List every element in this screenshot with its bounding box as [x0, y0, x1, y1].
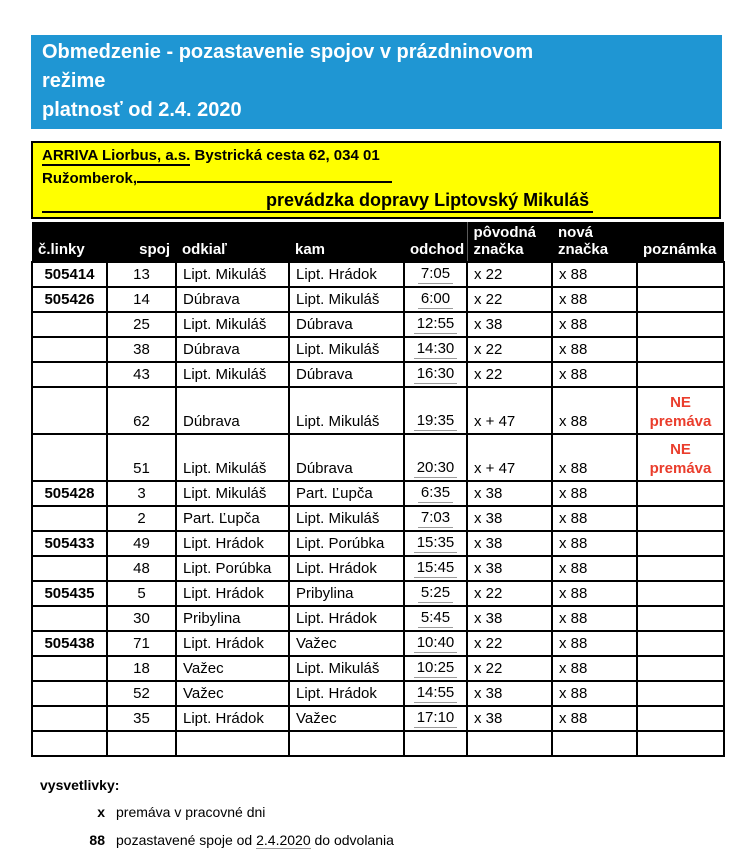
cell-departure: [404, 731, 467, 756]
header-new-mark: nová značka: [552, 222, 637, 262]
cell-from: Lipt. Hrádok: [176, 581, 289, 606]
cell-original-mark: x 38: [467, 606, 552, 631]
cell-note: [637, 506, 724, 531]
cell-note: [637, 556, 724, 581]
cell-note: [637, 731, 724, 756]
departure-time: 16:30: [414, 364, 458, 384]
cell-original-mark: x 22: [467, 287, 552, 312]
cell-trip: 35: [107, 706, 176, 731]
cell-departure: [404, 506, 467, 531]
cell-note: [637, 362, 724, 387]
cell-to: Dúbrava: [289, 312, 404, 337]
cell-trip: 48: [107, 556, 176, 581]
table-row: [32, 387, 724, 434]
cell-new-mark: x 88: [552, 287, 637, 312]
legend-title: vysvetlivky:: [40, 777, 120, 793]
table-row: [32, 606, 724, 631]
departure-time: 6:00: [418, 289, 453, 309]
departure-time: 20:30: [414, 458, 458, 478]
cell-new-mark: x 88: [552, 681, 637, 706]
cell-to: [289, 731, 404, 756]
cell-line-number: [32, 706, 107, 731]
cell-original-mark: x 22: [467, 581, 552, 606]
cell-original-mark: x 38: [467, 681, 552, 706]
title-line-3: platnosť od 2.4. 2020: [42, 99, 242, 121]
cell-trip: 52: [107, 681, 176, 706]
cell-departure: [404, 656, 467, 681]
departure-time: 10:25: [414, 658, 458, 678]
departure-time: 5:25: [418, 583, 453, 603]
cell-note: [637, 581, 724, 606]
cell-to: Lipt. Hrádok: [289, 606, 404, 631]
cell-departure: [404, 606, 467, 631]
cell-departure: [404, 262, 467, 287]
departure-time: 15:45: [414, 558, 458, 578]
cell-line-number: [32, 337, 107, 362]
cell-note: [637, 287, 724, 312]
cell-original-mark: x 22: [467, 656, 552, 681]
cell-from: Lipt. Porúbka: [176, 556, 289, 581]
cell-note: NE premáva: [637, 387, 724, 434]
cell-departure: [404, 434, 467, 481]
cell-trip: 13: [107, 262, 176, 287]
cell-line-number: [32, 731, 107, 756]
cell-trip: 30: [107, 606, 176, 631]
cell-new-mark: x 88: [552, 531, 637, 556]
cell-line-number: 505414: [32, 262, 107, 287]
company-address-line: [42, 145, 710, 166]
cell-note: [637, 481, 724, 506]
cell-line-number: [32, 606, 107, 631]
header-original-mark: pôvodná značka: [467, 222, 552, 262]
cell-to: Pribylina: [289, 581, 404, 606]
cell-new-mark: x 88: [552, 656, 637, 681]
cell-from: Lipt. Hrádok: [176, 631, 289, 656]
cell-trip: 5: [107, 581, 176, 606]
cell-to: Lipt. Hrádok: [289, 556, 404, 581]
legend-item: [40, 804, 750, 821]
cell-original-mark: x + 47: [467, 434, 552, 481]
cell-trip: 38: [107, 337, 176, 362]
cell-from: Važec: [176, 681, 289, 706]
cell-note: [637, 531, 724, 556]
cell-original-mark: x 22: [467, 631, 552, 656]
cell-new-mark: x 88: [552, 631, 637, 656]
cell-departure: [404, 481, 467, 506]
cell-from: Lipt. Mikuláš: [176, 481, 289, 506]
cell-departure: [404, 337, 467, 362]
cell-line-number: [32, 656, 107, 681]
cell-new-mark: x 88: [552, 337, 637, 362]
cell-line-number: [32, 434, 107, 481]
table-row: [32, 287, 724, 312]
cell-from: Važec: [176, 656, 289, 681]
cell-new-mark: x 88: [552, 606, 637, 631]
cell-departure: [404, 556, 467, 581]
departure-time: 12:55: [414, 314, 458, 334]
company-city-line: [42, 166, 710, 189]
cell-trip: 71: [107, 631, 176, 656]
cell-trip: 14: [107, 287, 176, 312]
cell-note: [637, 606, 724, 631]
cell-to: Lipt. Mikuláš: [289, 506, 404, 531]
departure-time: 17:10: [414, 708, 458, 728]
cell-line-number: [32, 387, 107, 434]
cell-to: Lipt. Mikuláš: [289, 656, 404, 681]
departure-time: 14:55: [414, 683, 458, 703]
cell-line-number: 505428: [32, 481, 107, 506]
cell-departure: [404, 362, 467, 387]
table-row: [32, 631, 724, 656]
cell-trip: [107, 731, 176, 756]
cell-new-mark: x 88: [552, 434, 637, 481]
cell-from: Lipt. Mikuláš: [176, 312, 289, 337]
cell-original-mark: x 38: [467, 312, 552, 337]
cell-line-number: 505435: [32, 581, 107, 606]
departure-time: 19:35: [414, 411, 458, 431]
table-row: [32, 706, 724, 731]
cell-trip: 62: [107, 387, 176, 434]
cell-to: Lipt. Hrádok: [289, 681, 404, 706]
cell-line-number: 505438: [32, 631, 107, 656]
table-row: [32, 481, 724, 506]
cell-original-mark: [467, 731, 552, 756]
table-row: [32, 556, 724, 581]
cell-original-mark: x 38: [467, 481, 552, 506]
departure-time: 7:03: [418, 508, 453, 528]
header-note: poznámka: [637, 222, 724, 262]
legend-text: premáva v pracovné dni: [116, 804, 266, 820]
cell-to: Lipt. Mikuláš: [289, 337, 404, 362]
cell-note: [637, 681, 724, 706]
departure-time: 5:45: [418, 608, 453, 628]
cell-to: Lipt. Mikuláš: [289, 387, 404, 434]
table-row: [32, 362, 724, 387]
departure-time: 15:35: [414, 533, 458, 553]
cell-departure: [404, 681, 467, 706]
table-row: [32, 656, 724, 681]
table-row: [32, 337, 724, 362]
title-banner: [31, 35, 722, 129]
table-row: [32, 681, 724, 706]
cell-from: Lipt. Mikuláš: [176, 262, 289, 287]
cell-from: Lipt. Hrádok: [176, 531, 289, 556]
cell-trip: 51: [107, 434, 176, 481]
cell-line-number: [32, 681, 107, 706]
cell-departure: [404, 706, 467, 731]
cell-new-mark: x 88: [552, 506, 637, 531]
cell-from: Lipt. Hrádok: [176, 706, 289, 731]
cell-line-number: [32, 362, 107, 387]
blank-underline: [42, 193, 260, 213]
cell-note: [637, 631, 724, 656]
cell-to: Dúbrava: [289, 362, 404, 387]
cell-from: Dúbrava: [176, 337, 289, 362]
company-city: Ružomberok,: [42, 170, 138, 187]
company-notice-box: [31, 141, 721, 219]
departure-time: 6:35: [418, 483, 453, 503]
cell-new-mark: x 88: [552, 706, 637, 731]
branch-line: [42, 190, 710, 213]
cell-trip: 3: [107, 481, 176, 506]
cell-trip: 25: [107, 312, 176, 337]
legend-symbol: x: [97, 804, 105, 820]
cell-line-number: [32, 556, 107, 581]
legend-symbol: 88: [89, 832, 105, 848]
table-header-row: [32, 222, 724, 262]
cell-from: Pribylina: [176, 606, 289, 631]
cell-line-number: [32, 312, 107, 337]
table-row: [32, 731, 724, 756]
header-trip: spoj: [107, 222, 176, 262]
cell-to: Važec: [289, 631, 404, 656]
cell-original-mark: x 38: [467, 706, 552, 731]
table-row: [32, 262, 724, 287]
header-line-number: č.linky: [32, 222, 107, 262]
cell-trip: 49: [107, 531, 176, 556]
legend-text: pozastavené spoje od 2.4.2020 do odvolania: [116, 832, 394, 848]
cell-trip: 18: [107, 656, 176, 681]
cell-new-mark: x 88: [552, 481, 637, 506]
cell-to: Dúbrava: [289, 434, 404, 481]
cell-original-mark: x 38: [467, 506, 552, 531]
cell-departure: [404, 531, 467, 556]
cell-to: Part. Ľupča: [289, 481, 404, 506]
departure-time: 14:30: [414, 339, 458, 359]
cell-departure: [404, 631, 467, 656]
table-row: [32, 581, 724, 606]
cell-original-mark: x + 47: [467, 387, 552, 434]
cell-line-number: 505426: [32, 287, 107, 312]
cell-from: Lipt. Mikuláš: [176, 362, 289, 387]
table-row: [32, 531, 724, 556]
cell-note: NE premáva: [637, 434, 724, 481]
cell-new-mark: x 88: [552, 312, 637, 337]
header-departure: odchod: [404, 222, 467, 262]
cell-to: Lipt. Hrádok: [289, 262, 404, 287]
cell-note: [637, 312, 724, 337]
cell-new-mark: x 88: [552, 262, 637, 287]
header-from: odkiaľ: [176, 222, 289, 262]
table-row: [32, 312, 724, 337]
cell-note: [637, 337, 724, 362]
legend-item: [40, 832, 750, 849]
timetable: [31, 222, 725, 757]
cell-new-mark: [552, 731, 637, 756]
blank-underline: [137, 166, 392, 183]
header-to: kam: [289, 222, 404, 262]
cell-new-mark: x 88: [552, 556, 637, 581]
branch-name: prevádzka dopravy Liptovský Mikuláš: [260, 190, 593, 213]
cell-line-number: 505433: [32, 531, 107, 556]
departure-time: 7:05: [418, 264, 453, 284]
cell-new-mark: x 88: [552, 387, 637, 434]
table-row: [32, 434, 724, 481]
cell-original-mark: x 22: [467, 337, 552, 362]
title-line-1: Obmedzenie - pozastavenie spojov v prázdninovom: [42, 41, 534, 63]
cell-note: [637, 656, 724, 681]
cell-original-mark: x 22: [467, 362, 552, 387]
cell-new-mark: x 88: [552, 362, 637, 387]
cell-original-mark: x 38: [467, 531, 552, 556]
cell-departure: [404, 581, 467, 606]
cell-departure: [404, 387, 467, 434]
cell-from: Lipt. Mikuláš: [176, 434, 289, 481]
cell-from: Part. Ľupča: [176, 506, 289, 531]
cell-line-number: [32, 506, 107, 531]
cell-note: [637, 262, 724, 287]
cell-from: [176, 731, 289, 756]
cell-original-mark: x 22: [467, 262, 552, 287]
table-row: [32, 506, 724, 531]
cell-trip: 2: [107, 506, 176, 531]
cell-new-mark: x 88: [552, 581, 637, 606]
cell-departure: [404, 312, 467, 337]
cell-note: [637, 706, 724, 731]
cell-to: Važec: [289, 706, 404, 731]
cell-to: Lipt. Porúbka: [289, 531, 404, 556]
departure-time: 10:40: [414, 633, 458, 653]
company-name: ARRIVA Liorbus, a.s.: [42, 147, 191, 164]
legend: [40, 777, 750, 849]
cell-original-mark: x 38: [467, 556, 552, 581]
cell-from: Dúbrava: [176, 287, 289, 312]
cell-trip: 43: [107, 362, 176, 387]
cell-to: Lipt. Mikuláš: [289, 287, 404, 312]
cell-departure: [404, 287, 467, 312]
company-address: Bystrická cesta 62, 034 01: [190, 147, 380, 164]
title-line-2: režime: [42, 70, 106, 92]
timetable-body: [32, 262, 724, 756]
cell-from: Dúbrava: [176, 387, 289, 434]
